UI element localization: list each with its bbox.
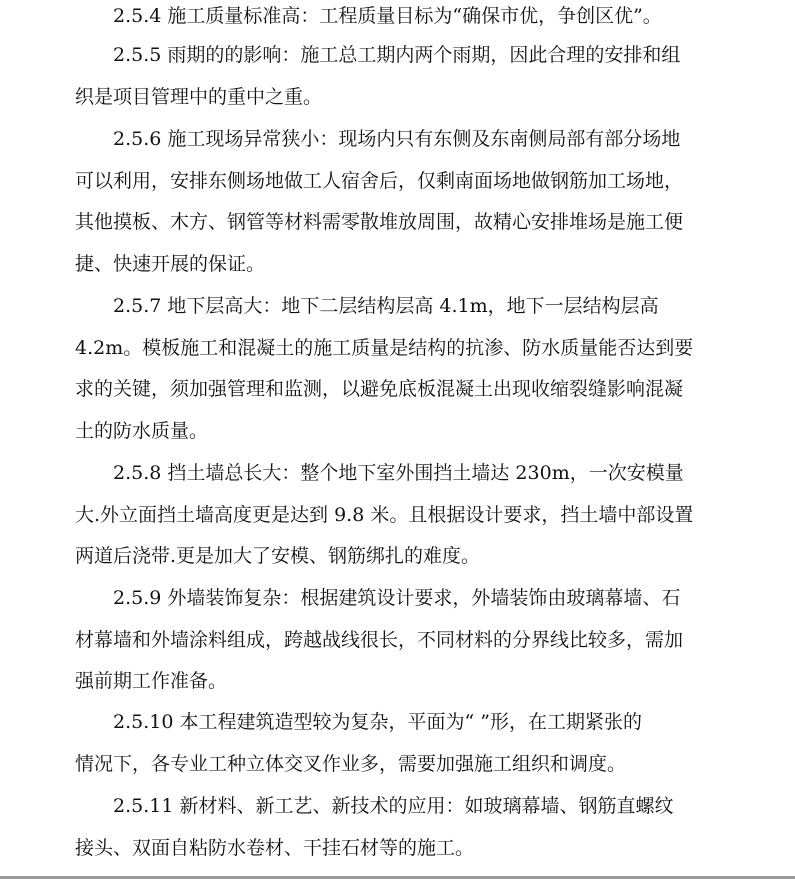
paragraph-line: 2.5.8 挡土墙总长大：整个地下室外围挡土墙达 230m，一次安模量 bbox=[113, 462, 684, 484]
paragraph-2-5-4 bbox=[75, 0, 720, 38]
paragraph-line: 情况下，各专业工种立体交叉作业多，需要加强施工组织和调度。 bbox=[75, 752, 627, 775]
paragraph-line: 2.5.5 雨期的的影响：施工总工期内两个雨期，因此合理的安排和组 bbox=[113, 44, 681, 66]
paragraph-2-5-5 bbox=[75, 35, 720, 118]
paragraph-line: 其他摸板、木方、钢管等材料需零散堆放周围，故精心安排堆场是施工便 bbox=[75, 211, 684, 233]
paragraph-line: 接头、双面自粘防水卷材、干挂石材等的施工。 bbox=[75, 836, 475, 859]
paragraph-line: 可以利用，安排东侧场地做工人宿舍后，仅剩南面场地做钢筋加工场地， bbox=[75, 169, 684, 192]
paragraph-2-5-6 bbox=[75, 119, 720, 285]
paragraph-2-5-11 bbox=[75, 786, 720, 869]
paragraph-line: 大.外立面挡土墙高度更是达到 9.8 米。且根据设计要求，挡土墙中部设置 bbox=[75, 503, 694, 526]
paragraph-line: 2.5.4 施工质量标准高：工程质量目标为“确保市优，争创区优”。 bbox=[113, 5, 662, 27]
paragraph-line: 2.5.10 本工程建筑造型较为复杂，平面为“ ”形，在工期紧张的 bbox=[113, 711, 642, 733]
paragraph-line: 2.5.7 地下层高大：地下二层结构层高 4.1m，地下一层结构层高 bbox=[113, 295, 659, 317]
paragraph-line: 2.5.9 外墙装饰复杂：根据建筑设计要求，外墙装饰由玻璃幕墙、石 bbox=[113, 587, 681, 609]
paragraph-2-5-9 bbox=[75, 578, 720, 703]
paragraph-line: 织是项目管理中的重中之重。 bbox=[75, 85, 323, 108]
paragraph-line: 强前期工作准备。 bbox=[75, 670, 228, 692]
paragraph-line: 4.2m。模板施工和混凝土的施工质量是结构的抗渗、防水质量能否达到要 bbox=[75, 336, 694, 359]
paragraph-line: 捷、快速开展的保证。 bbox=[75, 252, 266, 275]
paragraph-2-5-8 bbox=[75, 453, 720, 578]
paragraph-line: 材幕墙和外墙涂料组成，跨越战线很长，不同材料的分界线比较多，需加 bbox=[75, 628, 684, 651]
paragraph-line: 土的防水质量。 bbox=[75, 419, 209, 442]
paragraph-2-5-10 bbox=[75, 702, 720, 785]
paragraph-line: 2.5.6 施工现场异常狭小：现场内只有东侧及东南侧局部有部分场地 bbox=[113, 128, 681, 150]
paragraph-2-5-7 bbox=[75, 286, 720, 452]
paragraph-line: 两道后浇带.更是加大了安模、钢筋绑扎的难度。 bbox=[75, 545, 481, 567]
paragraph-line: 求的关键，须加强管理和监测，以避免底板混凝土出现收缩裂缝影响混凝 bbox=[75, 378, 684, 400]
paragraph-line: 2.5.11 新材料、新工艺、新技术的应用：如玻璃幕墙、钢筋直螺纹 bbox=[113, 795, 674, 817]
